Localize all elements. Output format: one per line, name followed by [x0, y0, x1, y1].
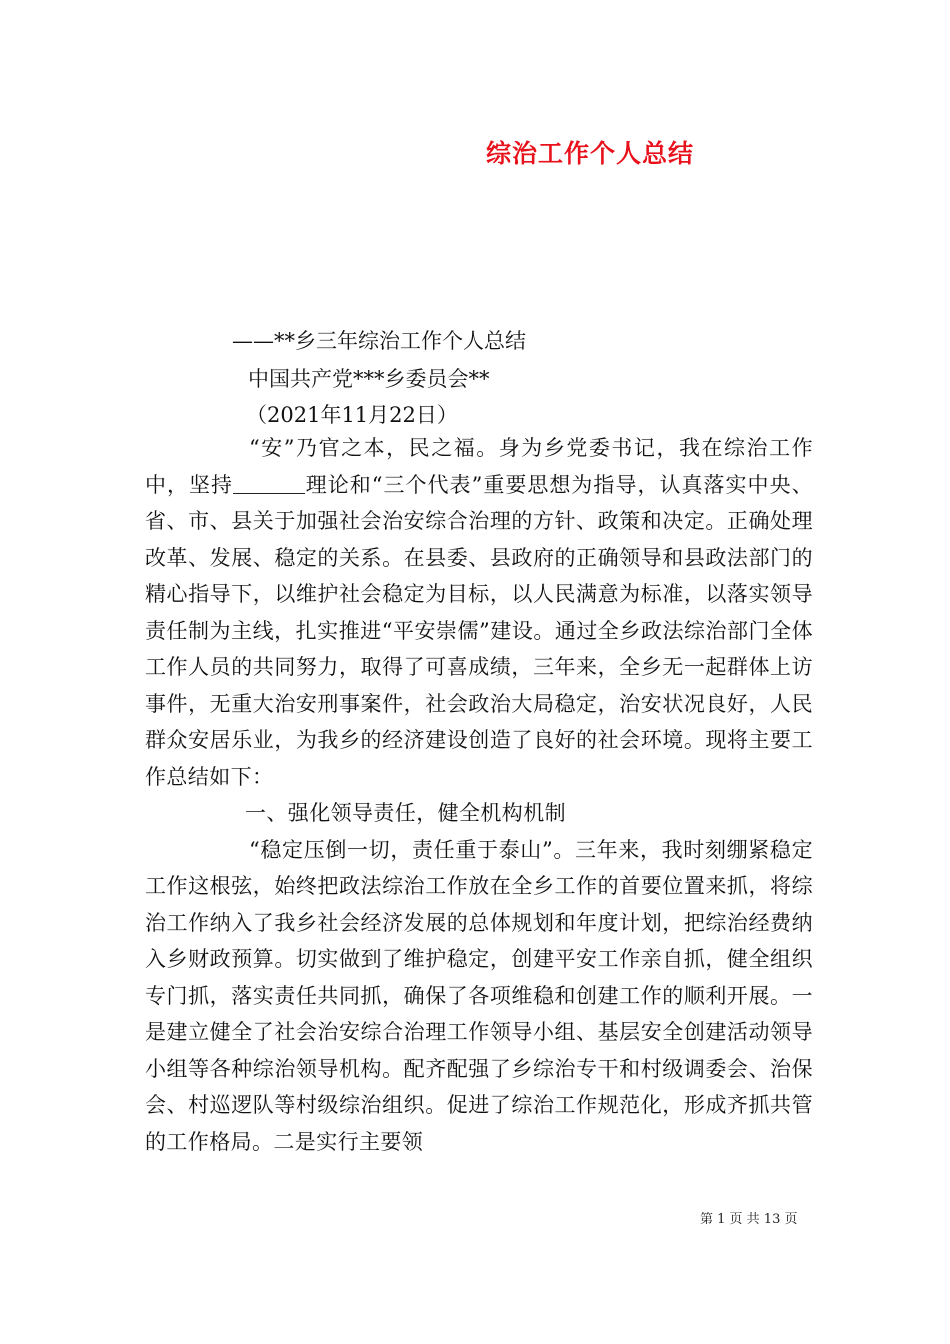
document-subtitle: ——**乡三年综治工作个人总结: [232, 329, 526, 353]
paragraph-section-1: “稳定压倒一切，责任重于泰山”。三年来，我时刻绷紧稳定工作这根弦，始终把政法综治工作放在全乡工作的首要位置来抓，将综治工作纳入了我乡社会经济发展的总体规划和年度计划，把综治经费纳入乡财政预算。切实做到了维护稳定，创建平安工作亲自抓，健全组织专门抓，落实责任共同抓，确保了各项维稳和创建工作的顺利开展。一是建立健全了社会治安综合治理工作领导小组、基层安全创建活动领导小组等各种综治领导机构。配齐配强了乡综治专干和村级调委会、治保会、村巡逻队等村级综治组织。促进了综治工作规范化，形成齐抓共管的工作格局。二是实行主要领: [145, 837, 813, 1154]
paragraph-intro-part1: “安”乃官之本，民之福。身为乡党委书记，我在综治工作中，坚持: [145, 436, 813, 497]
paragraph-intro: [145, 430, 813, 795]
section-heading-1: 一、强化领导责任，健全机构机制: [245, 801, 566, 825]
document-author: 中国共产党***乡委员会**: [248, 367, 490, 391]
document-title: 综治工作个人总结: [485, 139, 694, 168]
document-body: [145, 430, 813, 1160]
redacted-blank: [233, 473, 305, 494]
paragraph-intro-part2: 理论和“三个代表”重要思想为指导，认真落实中央、省、市、县关于加强社会治安综合治理的方针、政策和决定。正确处理改革、发展、稳定的关系。在县委、县政府的正确领导和县政法部门的精心指导下，以维护社会稳定为目标，以人民满意为标准，以落实领导责任制为主线，扎实推进“平安崇儒”建设。通过全乡政法综治部门全体工作人员的共同努力，取得了可喜成绩，三年来，全乡无一起群体上访事件，无重大治安刑事案件，社会政治大局稳定，治安状况良好，人民群众安居乐业，为我乡的经济建设创造了良好的社会环境。现将主要工作总结如下：: [145, 472, 813, 789]
page-number: 第 1 页 共 13 页: [700, 1212, 798, 1227]
document-date: （2021年11月22日）: [246, 403, 458, 427]
